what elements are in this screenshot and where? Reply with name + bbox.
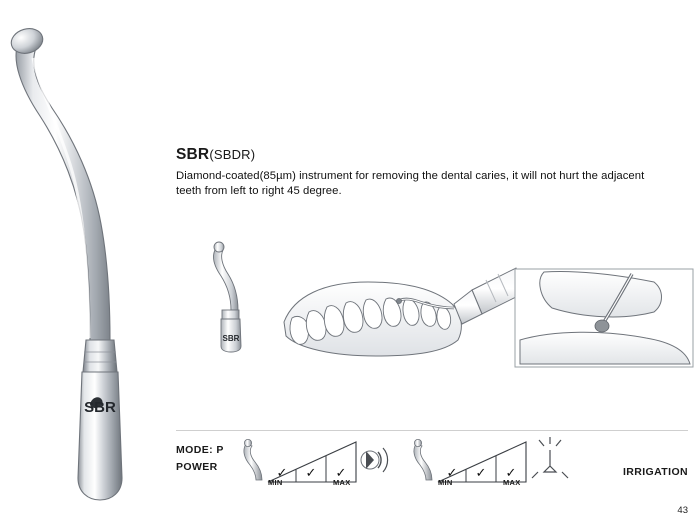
jaw-diagram [276, 256, 526, 374]
tip-label: SBR [222, 334, 240, 343]
svg-text:✓: ✓ [335, 465, 347, 480]
svg-text:✓: ✓ [305, 465, 317, 480]
tip-icon-right [414, 439, 432, 480]
mode-power-labels [176, 442, 224, 476]
handle-marking-group [84, 397, 116, 416]
figure-row [176, 238, 686, 378]
mode-power-bar [176, 432, 688, 494]
power-ramp-left [268, 442, 356, 482]
tip-collar [222, 310, 239, 319]
max-label-right: MAX [503, 478, 521, 487]
product-text-block [176, 146, 646, 198]
min-label-left: MIN [268, 478, 283, 487]
working-tip-ball [396, 298, 401, 303]
instrument-illustration [0, 0, 175, 526]
mode-label: MODE: P [176, 444, 224, 456]
irrigation-icon-right [532, 437, 568, 478]
svg-text:✓: ✓ [505, 465, 517, 480]
max-label-left: MAX [333, 478, 351, 487]
product-title: SBR [176, 146, 210, 163]
page-number: 43 [677, 505, 688, 516]
svg-text:✓: ✓ [276, 465, 288, 480]
power-ramp-right [438, 442, 526, 482]
power-label: POWER [176, 461, 218, 473]
power-scale-graphic [234, 432, 688, 494]
diamond-coated-tip [8, 25, 45, 57]
tip-shaft [214, 248, 238, 310]
instrument-handle [78, 372, 122, 500]
instrument-shaft [16, 44, 110, 340]
min-label-right: MIN [438, 478, 453, 487]
mode-divider [176, 430, 688, 431]
tip-diagram [190, 238, 260, 368]
svg-text:✓: ✓ [446, 465, 458, 480]
collar [83, 340, 117, 372]
closeup-diagram [514, 268, 694, 368]
closeup-caries-area [595, 320, 609, 332]
svg-text:✓: ✓ [475, 465, 487, 480]
irrigation-label: IRRIGATION [622, 466, 688, 478]
page-title [176, 146, 646, 164]
tip-ball-icon [214, 242, 224, 252]
irrigation-icon-left [361, 448, 388, 472]
product-description: Diamond-coated(85µm) instrument for removing the dental caries, it will not hurt the adjacent teeth from left to right 45 degree. [176, 170, 645, 197]
tip-icon-left [244, 439, 262, 480]
product-code: (SBDR) [209, 147, 256, 162]
handle-marking-text: SBR [84, 399, 116, 416]
